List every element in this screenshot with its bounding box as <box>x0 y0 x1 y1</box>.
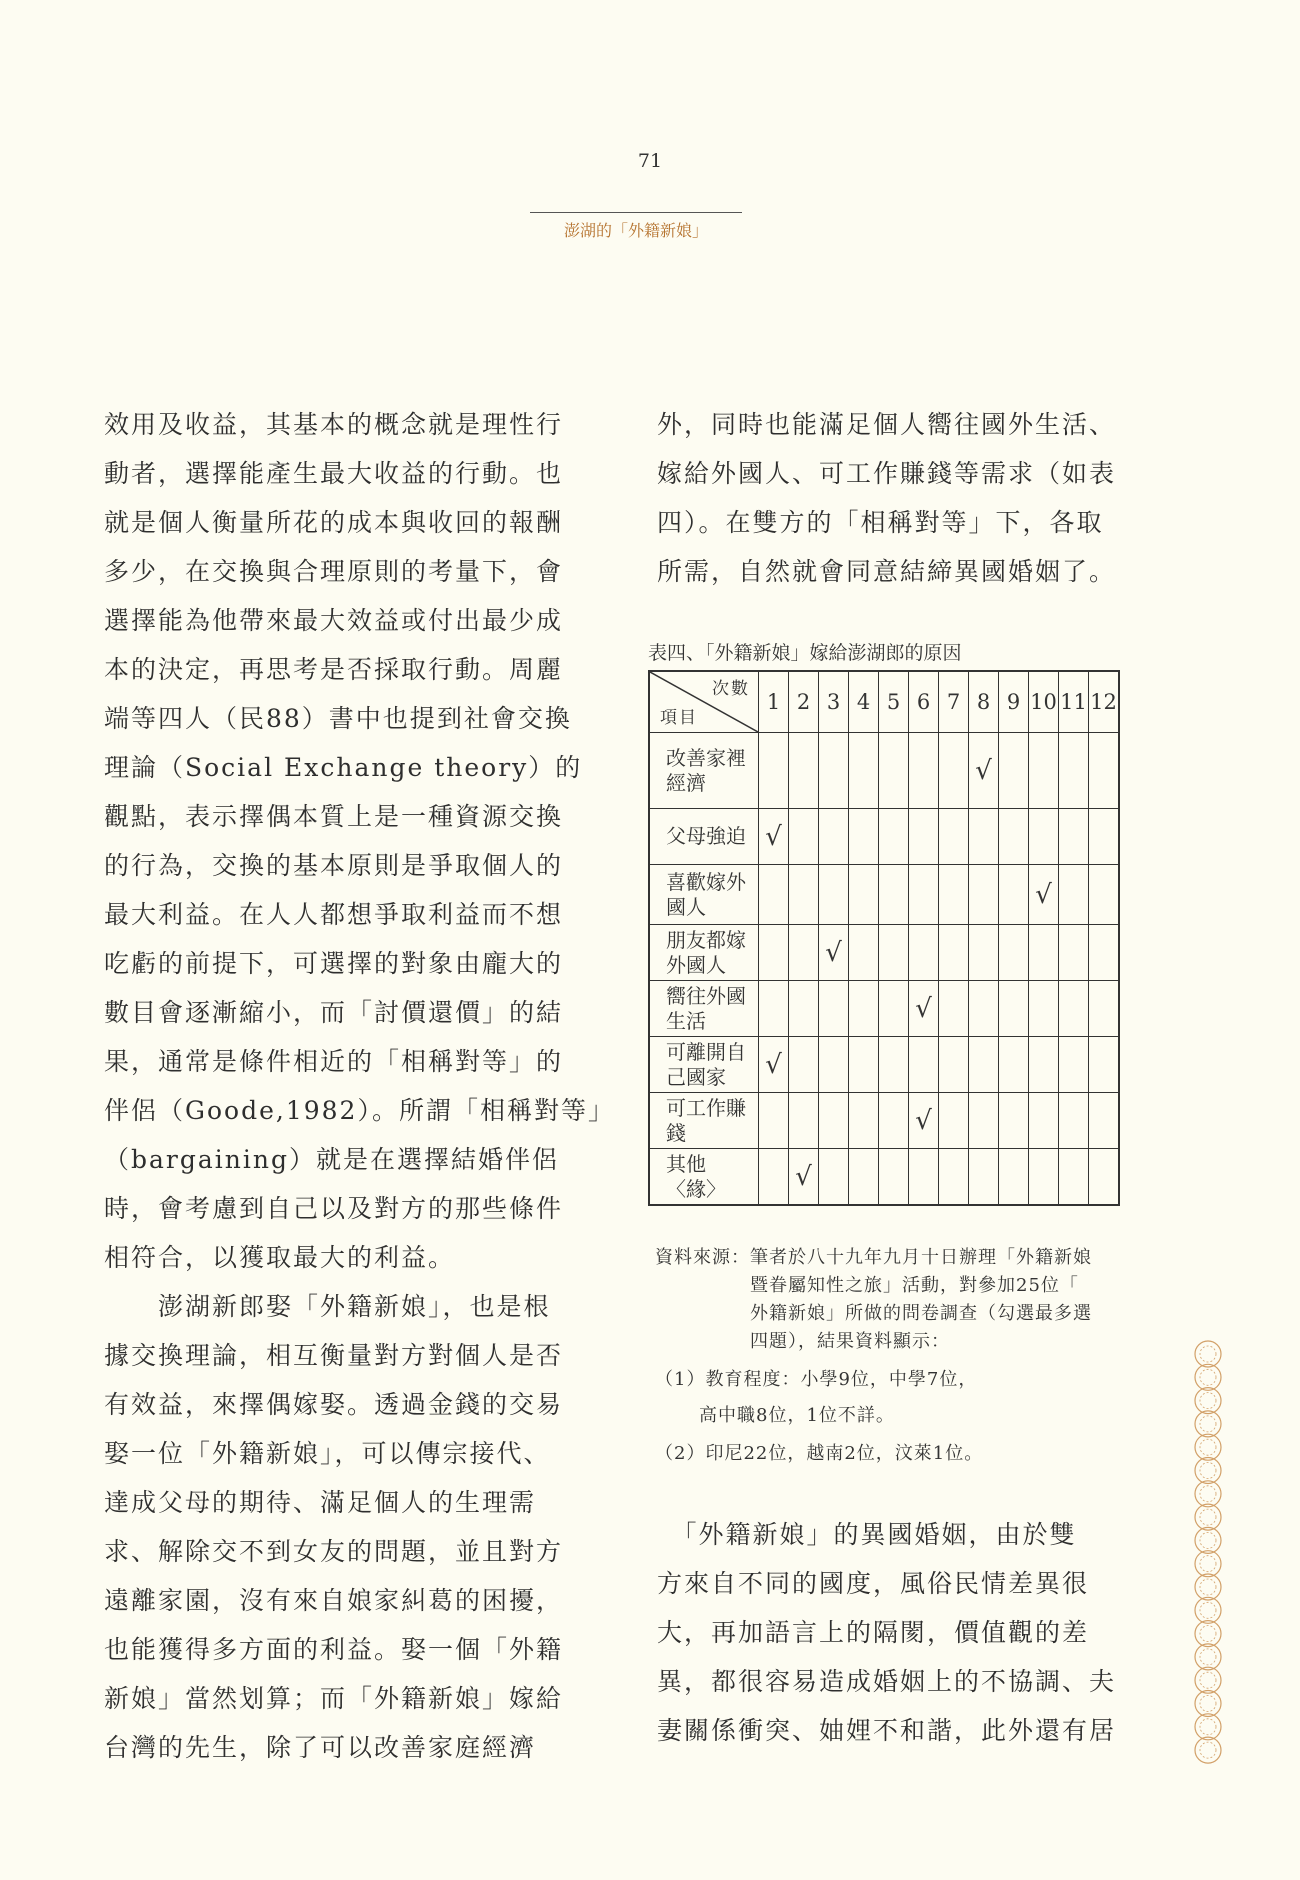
row-label-line-2: 錢 <box>666 1120 686 1145</box>
left-column-line: 據交換理論，相互衡量對方對個人是否 <box>104 1341 564 1370</box>
ornament-circle <box>1195 1411 1221 1437</box>
ornament-inner-circle <box>1200 1486 1216 1502</box>
ornament-circle <box>1195 1527 1221 1553</box>
empty-cell <box>999 865 1029 925</box>
empty-cell <box>1029 1093 1059 1149</box>
empty-cell <box>849 809 879 865</box>
empty-cell <box>759 865 789 925</box>
empty-cell <box>999 981 1029 1037</box>
header-divider <box>530 212 742 213</box>
empty-cell <box>819 809 849 865</box>
ornament-inner-circle <box>1200 1626 1216 1642</box>
source-note <box>655 1244 1145 1356</box>
right-column-bottom-line: 異，都很容易造成婚姻上的不協調、夫 <box>657 1667 1117 1696</box>
ornament-inner-circle <box>1200 1602 1216 1618</box>
left-column-line: 有效益，來擇偶嫁娶。透過金錢的交易 <box>104 1390 564 1419</box>
ornament-inner-circle <box>1200 1346 1216 1362</box>
left-column-line: 新娘」當然划算；而「外籍新娘」嫁給 <box>104 1684 564 1713</box>
row-label-line-2: 外國人 <box>666 952 726 977</box>
row-label <box>649 1149 759 1206</box>
check-mark: √ <box>909 981 939 1037</box>
table-row <box>649 925 1119 981</box>
ornament-inner-circle <box>1200 1416 1216 1432</box>
column-header-5: 5 <box>879 671 909 733</box>
ornament-circle <box>1195 1364 1221 1390</box>
ornament-circle <box>1195 1458 1221 1484</box>
ornament-inner-circle <box>1200 1439 1216 1455</box>
empty-cell <box>849 733 879 809</box>
empty-cell <box>939 1093 969 1149</box>
empty-cell <box>849 865 879 925</box>
empty-cell <box>1089 1149 1120 1206</box>
row-label-line-2: 經濟 <box>666 770 706 795</box>
column-header-1: 1 <box>759 671 789 733</box>
table-header-row <box>649 671 1119 733</box>
ornament-inner-circle <box>1200 1742 1216 1758</box>
empty-cell <box>759 925 789 981</box>
row-label <box>649 1037 759 1093</box>
left-column-line: 本的決定，再思考是否採取行動。周麗 <box>104 655 564 684</box>
left-column-line: 求、解除交不到女友的問題，並且對方 <box>104 1537 564 1566</box>
ornament-inner-circle <box>1200 1556 1216 1572</box>
left-column-text <box>104 400 615 1772</box>
right-column-bottom-line: 妻關係衝突、妯娌不和諧，此外還有居 <box>657 1716 1117 1745</box>
empty-cell <box>849 1093 879 1149</box>
column-header-3: 3 <box>819 671 849 733</box>
empty-cell <box>879 981 909 1037</box>
column-header-8: 8 <box>969 671 999 733</box>
source-label: 資料來源： <box>655 1247 750 1268</box>
column-header-6: 6 <box>909 671 939 733</box>
check-mark: √ <box>819 925 849 981</box>
left-column-line: 就是個人衡量所花的成本與收回的報酬 <box>104 508 564 537</box>
right-column-bottom-line: 「外籍新娘」的異國婚姻，由於雙 <box>657 1520 1077 1549</box>
empty-cell <box>1089 925 1120 981</box>
empty-cell <box>969 1037 999 1093</box>
empty-cell <box>789 1037 819 1093</box>
ornament-inner-circle <box>1200 1463 1216 1479</box>
empty-cell <box>1029 1037 1059 1093</box>
left-column-line: 也能獲得多方面的利益。娶一個「外籍 <box>104 1635 564 1664</box>
row-label-line-1: 改善家裡 <box>666 745 746 770</box>
source-text <box>750 1244 1145 1356</box>
note-item-education: （1）教育程度：小學9位，中學7位， <box>655 1369 978 1390</box>
left-column-line: 的行為，交換的基本原則是爭取個人的 <box>104 851 564 880</box>
survey-table <box>648 670 1120 1206</box>
empty-cell <box>1059 809 1089 865</box>
left-column-line: （bargaining）就是在選擇結婚伴侶 <box>104 1145 559 1174</box>
empty-cell <box>819 981 849 1037</box>
row-label-line-1: 喜歡嫁外 <box>666 869 746 894</box>
decorative-circle-ornament <box>1183 1340 1233 1765</box>
left-column-line: 時，會考慮到自己以及對方的那些條件 <box>104 1194 564 1223</box>
empty-cell <box>1089 1093 1120 1149</box>
row-label-line-2: 己國家 <box>666 1064 726 1089</box>
empty-cell <box>1029 1149 1059 1206</box>
empty-cell <box>759 1093 789 1149</box>
left-column-line: 遠離家園，沒有來自娘家糾葛的困擾， <box>104 1586 564 1615</box>
source-text-line: 暨眷屬知性之旅」活動，對參加25位「 <box>750 1275 1079 1296</box>
note-item-nationality: （2）印尼22位，越南2位，汶萊1位。 <box>655 1443 984 1464</box>
ornament-inner-circle <box>1200 1719 1216 1735</box>
empty-cell <box>789 733 819 809</box>
right-column-top-line: 外，同時也能滿足個人嚮往國外生活、 <box>657 410 1117 439</box>
empty-cell <box>789 809 819 865</box>
column-header-11: 11 <box>1059 671 1089 733</box>
source-text-line: 外籍新娘」所做的問卷調查（勾選最多選 <box>750 1303 1092 1324</box>
row-label <box>649 1093 759 1149</box>
empty-cell <box>999 1093 1029 1149</box>
empty-cell <box>849 925 879 981</box>
left-column-line: 選擇能為他帶來最大效益或付出最少成 <box>104 606 564 635</box>
empty-cell <box>969 865 999 925</box>
ornament-inner-circle <box>1200 1532 1216 1548</box>
left-column-line: 澎湖新郎娶「外籍新娘」，也是根 <box>104 1292 551 1321</box>
empty-cell <box>939 981 969 1037</box>
empty-cell <box>939 1037 969 1093</box>
ornament-inner-circle <box>1200 1696 1216 1712</box>
left-column-line: 多少，在交換與合理原則的考量下，會 <box>104 557 564 586</box>
empty-cell <box>819 733 849 809</box>
row-label-line-1: 可工作賺 <box>666 1095 746 1120</box>
left-column-line: 相符合，以獲取最大的利益。 <box>104 1243 456 1272</box>
ornament-circle <box>1195 1551 1221 1577</box>
page-number: 71 <box>637 150 663 172</box>
empty-cell <box>1089 981 1120 1037</box>
empty-cell <box>879 1037 909 1093</box>
empty-cell <box>1029 981 1059 1037</box>
check-mark: √ <box>969 733 999 809</box>
ornament-circle <box>1195 1481 1221 1507</box>
left-column-line: 達成父母的期待、滿足個人的生理需 <box>104 1488 537 1517</box>
left-column-line: 理論（Social Exchange theory）的 <box>104 753 583 782</box>
ornament-circle <box>1195 1644 1221 1670</box>
empty-cell <box>789 981 819 1037</box>
empty-cell <box>1089 1037 1120 1093</box>
ornament-circle <box>1195 1737 1221 1763</box>
ornament-inner-circle <box>1200 1393 1216 1409</box>
empty-cell <box>1059 1149 1089 1206</box>
ornament-circle <box>1195 1341 1221 1367</box>
running-title: 澎湖的「外籍新娘」 <box>563 221 708 240</box>
ornament-circle <box>1195 1691 1221 1717</box>
right-column-text-top <box>657 400 1137 596</box>
check-mark: √ <box>1029 865 1059 925</box>
empty-cell <box>909 733 939 809</box>
empty-cell <box>909 809 939 865</box>
right-column-bottom-line: 方來自不同的國度，風俗民情差異很 <box>657 1569 1090 1598</box>
left-column-line: 果，通常是條件相近的「相稱對等」的 <box>104 1047 564 1076</box>
empty-cell <box>909 1149 939 1206</box>
note-item-education-cont: 高中職8位，1位不詳。 <box>699 1405 895 1426</box>
table-row <box>649 981 1119 1037</box>
check-mark: √ <box>909 1093 939 1149</box>
table-row <box>649 865 1119 925</box>
empty-cell <box>969 981 999 1037</box>
empty-cell <box>879 925 909 981</box>
empty-cell <box>1089 809 1120 865</box>
empty-cell <box>1059 1037 1089 1093</box>
ornament-circle <box>1195 1621 1221 1647</box>
left-column-line: 娶一位「外籍新娘」，可以傳宗接代、 <box>104 1439 551 1468</box>
empty-cell <box>1029 809 1059 865</box>
empty-cell <box>1089 733 1120 809</box>
table-caption: 表四、「外籍新娘」嫁給澎湖郎的原因 <box>648 642 962 664</box>
left-column-line: 效用及收益，其基本的概念就是理性行 <box>104 410 564 439</box>
row-label-line-2: 〈緣〉 <box>666 1176 726 1201</box>
empty-cell <box>939 1149 969 1206</box>
column-header-2: 2 <box>789 671 819 733</box>
empty-cell <box>879 865 909 925</box>
empty-cell <box>789 925 819 981</box>
row-label-line-1: 朋友都嫁 <box>666 927 746 952</box>
left-column-line: 伴侶（Goode,1982）。所謂「相稱對等」 <box>104 1096 615 1125</box>
source-text-line: 四題），結果資料顯示： <box>750 1331 950 1352</box>
column-header-9: 9 <box>999 671 1029 733</box>
ornament-circle <box>1195 1504 1221 1530</box>
empty-cell <box>879 809 909 865</box>
right-column-bottom-line: 大，再加語言上的隔閡，價值觀的差 <box>657 1618 1090 1647</box>
empty-cell <box>789 865 819 925</box>
empty-cell <box>969 925 999 981</box>
empty-cell <box>999 733 1029 809</box>
empty-cell <box>939 925 969 981</box>
empty-cell <box>999 809 1029 865</box>
right-column-text-bottom <box>657 1510 1137 1755</box>
left-column-line: 吃虧的前提下，可選擇的對象由龐大的 <box>104 949 564 978</box>
empty-cell <box>819 1149 849 1206</box>
ornament-circle <box>1195 1434 1221 1460</box>
empty-cell <box>969 809 999 865</box>
empty-cell <box>969 1149 999 1206</box>
empty-cell <box>1059 981 1089 1037</box>
row-label-line-1: 嚮往外國 <box>666 983 746 1008</box>
right-column-top-line: 所需，自然就會同意結締異國婚姻了。 <box>657 557 1117 586</box>
empty-cell <box>1029 925 1059 981</box>
empty-cell <box>759 733 789 809</box>
row-label <box>649 733 759 809</box>
empty-cell <box>909 1037 939 1093</box>
empty-cell <box>939 809 969 865</box>
left-column-line: 最大利益。在人人都想爭取利益而不想 <box>104 900 564 929</box>
empty-cell <box>1059 925 1089 981</box>
empty-cell <box>1059 1093 1089 1149</box>
corner-label-item: 項目 <box>660 708 698 728</box>
row-label <box>649 925 759 981</box>
check-mark: √ <box>759 809 789 865</box>
table-notes <box>655 1244 1145 1468</box>
row-label <box>649 981 759 1037</box>
empty-cell <box>879 733 909 809</box>
empty-cell <box>819 1093 849 1149</box>
empty-cell <box>849 1149 879 1206</box>
right-column-top-line: 四）。在雙方的「相稱對等」下，各取 <box>657 508 1104 537</box>
row-label-line-1: 父母強迫 <box>666 824 746 848</box>
check-mark: √ <box>759 1037 789 1093</box>
empty-cell <box>999 925 1029 981</box>
table-row <box>649 1037 1119 1093</box>
empty-cell <box>999 1149 1029 1206</box>
left-column-line: 觀點，表示擇偶本質上是一種資源交換 <box>104 802 564 831</box>
empty-cell <box>1089 865 1120 925</box>
left-column-line: 動者，選擇能產生最大收益的行動。也 <box>104 459 564 488</box>
empty-cell <box>1029 733 1059 809</box>
row-label-line-1: 可離開自 <box>666 1039 746 1064</box>
empty-cell <box>849 1037 879 1093</box>
corner-label-count: 次數 <box>712 679 750 699</box>
empty-cell <box>909 865 939 925</box>
empty-cell <box>969 1093 999 1149</box>
empty-cell <box>1059 865 1089 925</box>
empty-cell <box>789 1093 819 1149</box>
table-row <box>649 809 1119 865</box>
empty-cell <box>1059 733 1089 809</box>
empty-cell <box>879 1149 909 1206</box>
row-label <box>649 865 759 925</box>
left-column-line: 數目會逐漸縮小，而「討價還價」的結 <box>104 998 564 1027</box>
table-row <box>649 733 1119 809</box>
source-text-line: 筆者於八十九年九月十日辦理「外籍新娘 <box>750 1247 1092 1268</box>
column-header-7: 7 <box>939 671 969 733</box>
row-label-line-2: 生活 <box>666 1008 706 1033</box>
ornament-circle <box>1195 1597 1221 1623</box>
empty-cell <box>759 1149 789 1206</box>
ornament-circle <box>1195 1574 1221 1600</box>
right-column-top-line: 嫁給外國人、可工作賺錢等需求（如表 <box>657 459 1117 488</box>
row-label-line-1: 其他 <box>666 1151 706 1176</box>
empty-cell <box>939 733 969 809</box>
ornament-circle <box>1195 1667 1221 1693</box>
ornament-inner-circle <box>1200 1369 1216 1385</box>
empty-cell <box>849 981 879 1037</box>
empty-cell <box>879 1093 909 1149</box>
column-header-10: 10 <box>1029 671 1059 733</box>
ornament-circle <box>1195 1388 1221 1414</box>
empty-cell <box>999 1037 1029 1093</box>
empty-cell <box>759 981 789 1037</box>
left-column-line: 台灣的先生，除了可以改善家庭經濟 <box>104 1733 537 1762</box>
empty-cell <box>819 865 849 925</box>
ornament-inner-circle <box>1200 1579 1216 1595</box>
ornament-circle <box>1195 1714 1221 1740</box>
row-label <box>649 809 759 865</box>
ornament-inner-circle <box>1200 1672 1216 1688</box>
check-mark: √ <box>789 1149 819 1206</box>
left-column-line: 端等四人（民88）書中也提到社會交換 <box>104 704 572 733</box>
ornament-inner-circle <box>1200 1649 1216 1665</box>
column-header-12: 12 <box>1089 671 1120 733</box>
empty-cell <box>939 865 969 925</box>
column-header-4: 4 <box>849 671 879 733</box>
row-label-line-2: 國人 <box>666 894 706 919</box>
table-row <box>649 1149 1119 1206</box>
table-corner-header <box>649 671 759 733</box>
table-row <box>649 1093 1119 1149</box>
empty-cell <box>819 1037 849 1093</box>
ornament-inner-circle <box>1200 1509 1216 1525</box>
empty-cell <box>909 925 939 981</box>
